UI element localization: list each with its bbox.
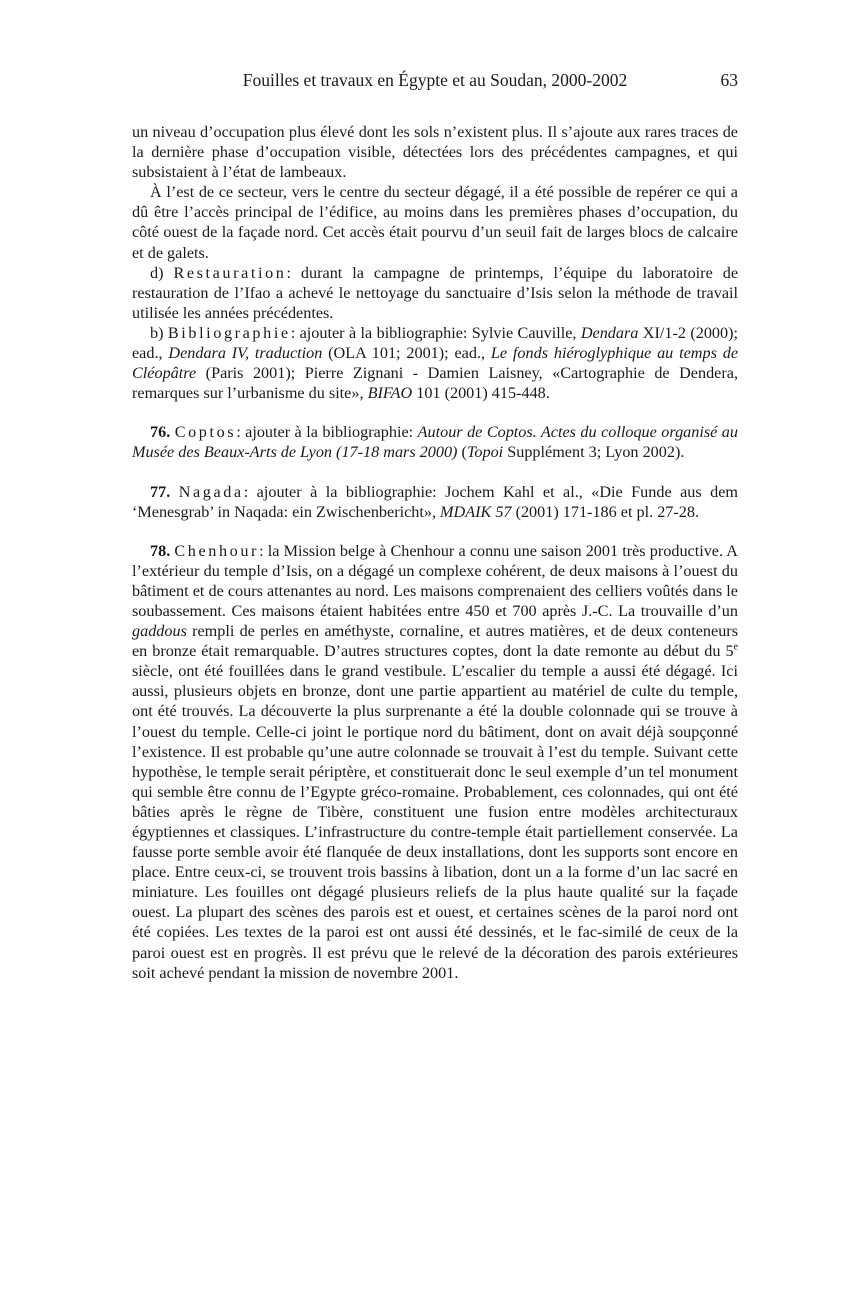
citation-title: BIFAO — [367, 384, 413, 403]
citation-title: Le fonds hiéroglyphique au temps de Cléopâtre — [132, 344, 739, 383]
italic-term: gaddous — [132, 622, 187, 641]
paragraph-bibliographie — [132, 323, 738, 403]
entry-number: 76. — [150, 423, 171, 442]
running-header — [132, 70, 738, 94]
paragraph-text: 101 (2001) 415-448. — [412, 384, 550, 403]
paragraph-text: rempli de perles en améthyste, cornaline, et autres matières, et de deux conteneurs en bronze était remarquable. D’autres structures coptes, dont la date remonte au début du 5 — [132, 622, 738, 661]
paragraph-text: un niveau d’occupation plus élevé dont les sols n’existent plus. Il s’ajoute aux rares traces de la dernière phase d’occupation visible, détectées lors des précédentes campagnes, et qui subsistaient à l’état de lambeaux. — [132, 123, 738, 182]
paragraph-text: : durant la campagne de printemps, l’équipe du laboratoire de restauration de l’Ifao a achevé le nettoyage du sanctuaire d’Isis selon la méthode de travail utilisée les années précédentes. — [132, 263, 738, 322]
paragraph-text: (OLA 101; 2001); ead., — [322, 344, 491, 363]
paragraph-text: (Paris 2001); Pierre Zignani - Damien Laisney, «Cartographie de Dendera, remarques sur l’urbanisme du site», — [132, 364, 738, 403]
section-heading: Restauration — [173, 263, 287, 282]
paragraph-text: : ajouter à la bibliographie: Sylvie Cauville, — [290, 323, 581, 342]
paragraph-occupation — [132, 122, 738, 182]
entry-heading: Coptos — [174, 423, 237, 442]
section-heading: Bibliographie — [167, 323, 291, 342]
page-number: 63 — [720, 70, 738, 90]
entry-number: 77. — [150, 482, 171, 501]
entry-heading: Chenhour — [174, 541, 260, 560]
paragraph-access — [132, 182, 738, 262]
paragraph-text: : la Mission belge à Chenhour a connu une saison 2001 très productive. A l’extérieur du temple d’Isis, on a dégagé un complexe cohérent, de deux maisons à l’ouest du bâtiment et de cours attenantes au nord. Les maisons comprenaient des celliers voûtés dans le soubassement. Ces maisons étaient habitées entre 450 et 700 après J.-C. La trouvaille d’un — [132, 541, 739, 620]
paragraph-text: À l’est de ce secteur, vers le centre du secteur dégagé, il a été possible de repérer ce qui a dû être l’accès principal de l’édifice, au moins dans les premières phases d’occupation, du côté ouest de la façade nord. Cet accès était pourvu d’un seuil fait de larges blocs de calcaire et de galets. — [132, 183, 738, 262]
citation-title: Topoi — [466, 443, 504, 462]
section-label: d) — [150, 263, 164, 282]
entry-76-coptos — [132, 422, 738, 462]
citation-title: MDAIK 57 — [440, 502, 512, 521]
paragraph-text: siècle, ont été fouillées dans le grand vestibule. L’escalier du temple a aussi été dégagé. Ici aussi, plusieurs objets en bronze, dont une partie appartient au matériel de culte du temple, ont été trouvés. La découverte la plus surprenante a été la double colonnade qui se trouve à l’ouest du temple. Celle-ci joint le portique nord du bâtiment, dont on avait déjà soupçonné l’existence. Il est probable qu’une autre colonnade se trouvait à l’est du temple. Suivant cette hypothèse, le temple serait périptère, et constituerait donc le seul exemple d’un tel monument qui semble être connu de l’Egypte gréco-romaine. Probablement, ces colonnades, qui ont été bâties après le règne de Tibère, constituent une fusion entre modèles architecturaux égyptiennes et classiques. L’infrastructure du contre-temple était partiellement conservée. La fausse porte semble avoir été flanquée de deux installations, dont les supports sont encore en place. Entre ceux-ci, se trouvent trois bassins à libation, dont un a la forme d’un lac sacré en miniature. Les fouilles ont dégagé plusieurs reliefs de la plus haute qualité sur la façade ouest. La plupart des scènes des parois est et ouest, et certaines scènes de la paroi nord ont été copiées. Les textes de la paroi est ont aussi été dessinés, et le fac-similé de ceux de la paroi ouest est en progrès. Il est prévu que le relevé de la décoration des parois extérieures soit achevé pendant la mission de novembre 2001. — [132, 662, 738, 982]
body-text — [132, 122, 738, 983]
section-label: b) — [150, 323, 164, 342]
citation-title: Dendara — [580, 323, 639, 342]
running-title: Fouilles et travaux en Égypte et au Soudan, 2000-2002 — [242, 70, 628, 90]
citation-title: Dendara IV, traduction — [168, 344, 323, 363]
paragraph-text: XI/1-2 (2000); ead., — [132, 323, 739, 363]
superscript: e — [733, 641, 738, 653]
citation-title: Autour de Coptos. Actes du colloque organisé au Musée des Beaux-Arts de Lyon (17-18 mars 2000) — [132, 423, 738, 462]
paragraph-text: ( — [457, 443, 467, 462]
entry-number: 78. — [150, 541, 171, 560]
paragraph-text: : ajouter à la bibliographie: — [236, 423, 418, 442]
paragraph-text: (2001) 171-186 et pl. 27-28. — [511, 502, 700, 521]
paragraph-restauration — [132, 263, 738, 323]
entry-heading: Nagada — [178, 482, 244, 501]
paragraph-text: : ajouter à la bibliographie: Jochem Kahl et al., «Die Funde aus dem ‘Menesgrab’ in Naqada: ein Zwischenbericht», — [132, 482, 738, 521]
entry-78-chenhour — [132, 541, 738, 983]
entry-77-nagada — [132, 482, 738, 522]
paragraph-text: Supplément 3; Lyon 2002). — [503, 443, 685, 462]
